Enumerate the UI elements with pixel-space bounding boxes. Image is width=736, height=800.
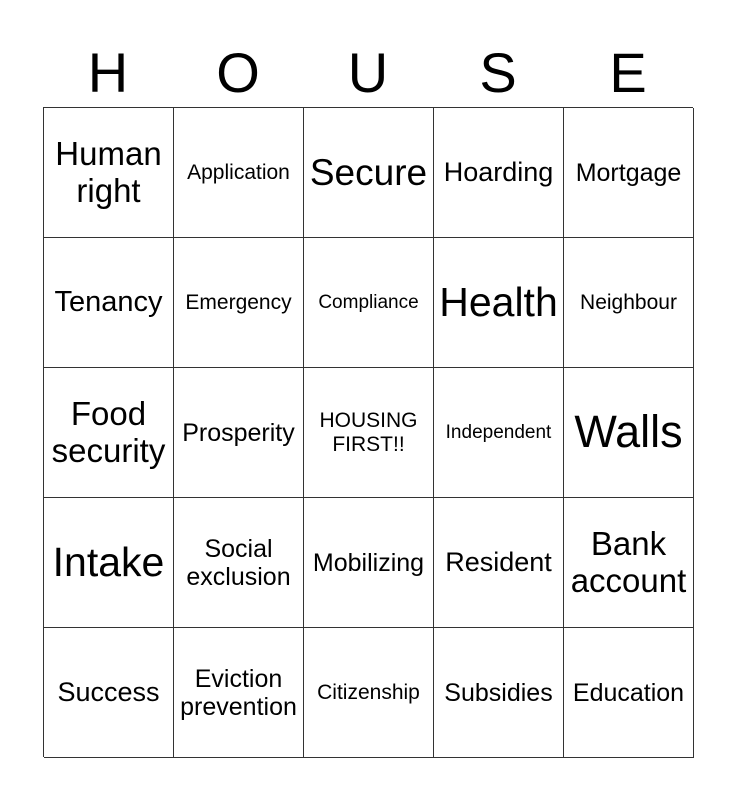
header-letter-o: O xyxy=(216,41,260,104)
header-letter-s: S xyxy=(479,41,517,104)
bingo-cell[interactable] xyxy=(304,238,434,368)
bingo-cell[interactable] xyxy=(434,238,564,368)
cell-label: Intake xyxy=(52,538,165,585)
bingo-cell[interactable] xyxy=(564,628,694,758)
bingo-cell[interactable] xyxy=(564,368,694,498)
cell-label: Human right xyxy=(55,134,162,209)
bingo-cell[interactable] xyxy=(174,498,304,628)
bingo-cell[interactable] xyxy=(564,108,694,238)
bingo-cell[interactable] xyxy=(564,498,694,628)
cell-label: Neighbour xyxy=(580,290,677,314)
cell-label: Independent xyxy=(445,421,552,443)
cell-label: Emergency xyxy=(185,290,292,314)
cell-label: Application xyxy=(187,160,290,184)
cell-label: HOUSING FIRST!! xyxy=(319,408,418,456)
cell-label: Education xyxy=(572,678,685,707)
bingo-board xyxy=(43,107,693,757)
cell-label: Health xyxy=(439,278,558,325)
header-letter-h: H xyxy=(87,41,129,104)
cell-label: Mortgage xyxy=(575,158,682,187)
header-letter-e: E xyxy=(609,41,647,104)
cell-label: Walls xyxy=(574,406,683,458)
bingo-cell[interactable] xyxy=(44,108,174,238)
bingo-cell[interactable] xyxy=(434,368,564,498)
header-letter-u: U xyxy=(347,41,389,104)
bingo-cell[interactable] xyxy=(434,498,564,628)
bingo-cell[interactable] xyxy=(44,498,174,628)
cell-label: Subsidies xyxy=(444,678,553,707)
cell-label: Tenancy xyxy=(54,286,163,319)
cell-label: Prosperity xyxy=(182,418,295,447)
bingo-cell[interactable] xyxy=(174,628,304,758)
bingo-header xyxy=(43,40,693,106)
bingo-cell[interactable] xyxy=(304,498,434,628)
cell-label: Hoarding xyxy=(443,157,554,188)
cell-label: Citizenship xyxy=(317,680,420,704)
cell-label: Bank account xyxy=(570,524,687,599)
bingo-cell[interactable] xyxy=(44,368,174,498)
bingo-cell[interactable] xyxy=(434,108,564,238)
cell-label: Resident xyxy=(445,547,552,578)
cell-label: Food security xyxy=(51,394,166,469)
bingo-cell[interactable] xyxy=(304,628,434,758)
cell-label: Eviction prevention xyxy=(180,664,297,721)
cell-label: Secure xyxy=(309,151,428,193)
bingo-cell[interactable] xyxy=(304,108,434,238)
bingo-cell[interactable] xyxy=(304,368,434,498)
bingo-cell[interactable] xyxy=(44,628,174,758)
cell-label: Social exclusion xyxy=(186,534,291,591)
bingo-cell[interactable] xyxy=(564,238,694,368)
bingo-cell[interactable] xyxy=(174,108,304,238)
bingo-cell[interactable] xyxy=(434,628,564,758)
bingo-cell[interactable] xyxy=(174,238,304,368)
bingo-cell[interactable] xyxy=(174,368,304,498)
bingo-cell[interactable] xyxy=(44,238,174,368)
cell-label: Compliance xyxy=(318,291,419,313)
cell-label: Mobilizing xyxy=(312,548,425,577)
cell-label: Success xyxy=(57,677,160,708)
